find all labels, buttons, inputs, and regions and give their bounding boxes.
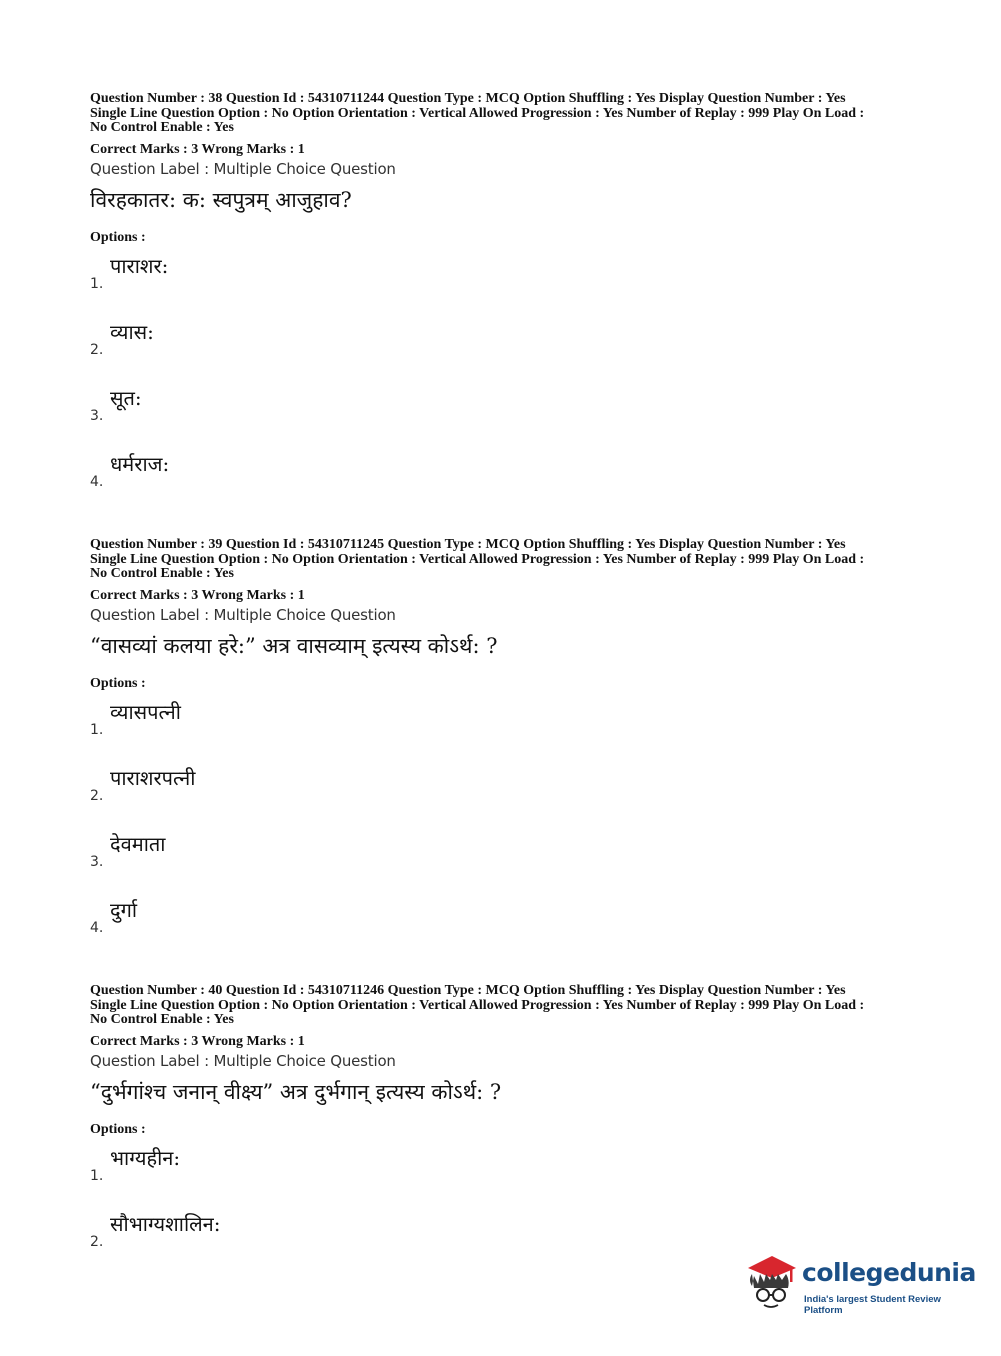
option-text: पाराशर: <box>110 253 169 278</box>
marks-line: Correct Marks : 3 Wrong Marks : 1 <box>90 1033 305 1049</box>
option-text: देवमाता <box>110 831 166 856</box>
mascot-icon <box>742 1250 800 1312</box>
question-label: Question Label : Multiple Choice Question <box>90 1051 396 1070</box>
option-number: 1. <box>90 1167 104 1184</box>
marks-line: Correct Marks : 3 Wrong Marks : 1 <box>90 141 305 157</box>
question-meta-line: Question Number : 39 Question Id : 54310711245 Question Type : MCQ Option Shuffling : Yes Display Question Number : Yes <box>90 537 846 552</box>
option-number: 1. <box>90 275 104 292</box>
option-text: व्यासपत्नी <box>110 699 181 724</box>
question-meta-line: No Control Enable : Yes <box>90 1012 234 1027</box>
option-text: दुर्गा <box>110 897 138 922</box>
question-block-39 <box>90 538 920 956</box>
question-meta-line: Question Number : 38 Question Id : 54310711244 Question Type : MCQ Option Shuffling : Yes Display Question Number : Yes <box>90 91 846 106</box>
question-meta-line: No Control Enable : Yes <box>90 120 234 135</box>
option-number: 2. <box>90 341 104 358</box>
option-number: 4. <box>90 919 104 936</box>
question-meta-line: Single Line Question Option : No Option Orientation : Vertical Allowed Progression : Yes Number of Replay : 999 Play On Load : <box>90 551 865 567</box>
question-text: विरहकातर: क: स्वपुत्रम् आजुहाव? <box>90 187 352 212</box>
option-number: 1. <box>90 721 104 738</box>
options-heading: Options : <box>90 229 146 245</box>
logo-tagline: India's largest Student Review Platform <box>804 1294 941 1316</box>
options-heading: Options : <box>90 675 146 691</box>
option-text: धर्मराज: <box>110 451 170 476</box>
option-item <box>90 444 920 510</box>
option-number: 3. <box>90 407 104 424</box>
marks-line: Correct Marks : 3 Wrong Marks : 1 <box>90 587 305 603</box>
question-meta-line: Single Line Question Option : No Option Orientation : Vertical Allowed Progression : Yes Number of Replay : 999 Play On Load : <box>90 997 865 1013</box>
option-number: 2. <box>90 1233 104 1250</box>
options-heading: Options : <box>90 1121 146 1137</box>
option-text: सौभाग्यशालिन: <box>110 1211 221 1236</box>
question-text: “दुर्भगांश्च जनान् वीक्ष्य” अत्र दुर्भगान् इत्यस्य कोऽर्थ: ? <box>90 1079 502 1104</box>
option-item <box>90 312 920 378</box>
option-number: 2. <box>90 787 104 804</box>
question-meta-line: No Control Enable : Yes <box>90 566 234 581</box>
collegedunia-logo <box>742 1250 976 1316</box>
option-item <box>90 890 920 956</box>
question-meta-line: Question Number : 40 Question Id : 54310711246 Question Type : MCQ Option Shuffling : Yes Display Question Number : Yes <box>90 983 846 998</box>
question-label: Question Label : Multiple Choice Question <box>90 605 396 624</box>
option-number: 4. <box>90 473 104 490</box>
option-item <box>90 758 920 824</box>
option-item <box>90 378 920 444</box>
question-block-38 <box>90 92 920 510</box>
question-text: “वासव्यां कलया हरे:” अत्र वासव्याम् इत्यस्य कोऽर्थ: ? <box>90 633 498 658</box>
option-number: 3. <box>90 853 104 870</box>
option-text: पाराशरपत्नी <box>110 765 196 790</box>
option-item <box>90 1138 920 1204</box>
option-item <box>90 246 920 312</box>
option-text: व्यास: <box>110 319 154 344</box>
question-label: Question Label : Multiple Choice Question <box>90 159 396 178</box>
option-item <box>90 824 920 890</box>
option-text: भाग्यहीन: <box>110 1145 181 1170</box>
question-block-40 <box>90 984 920 1270</box>
option-item <box>90 692 920 758</box>
logo-wordmark: collegedunia <box>802 1258 976 1287</box>
option-text: सूत: <box>110 385 142 410</box>
question-meta-line: Single Line Question Option : No Option Orientation : Vertical Allowed Progression : Yes Number of Replay : 999 Play On Load : <box>90 105 865 121</box>
